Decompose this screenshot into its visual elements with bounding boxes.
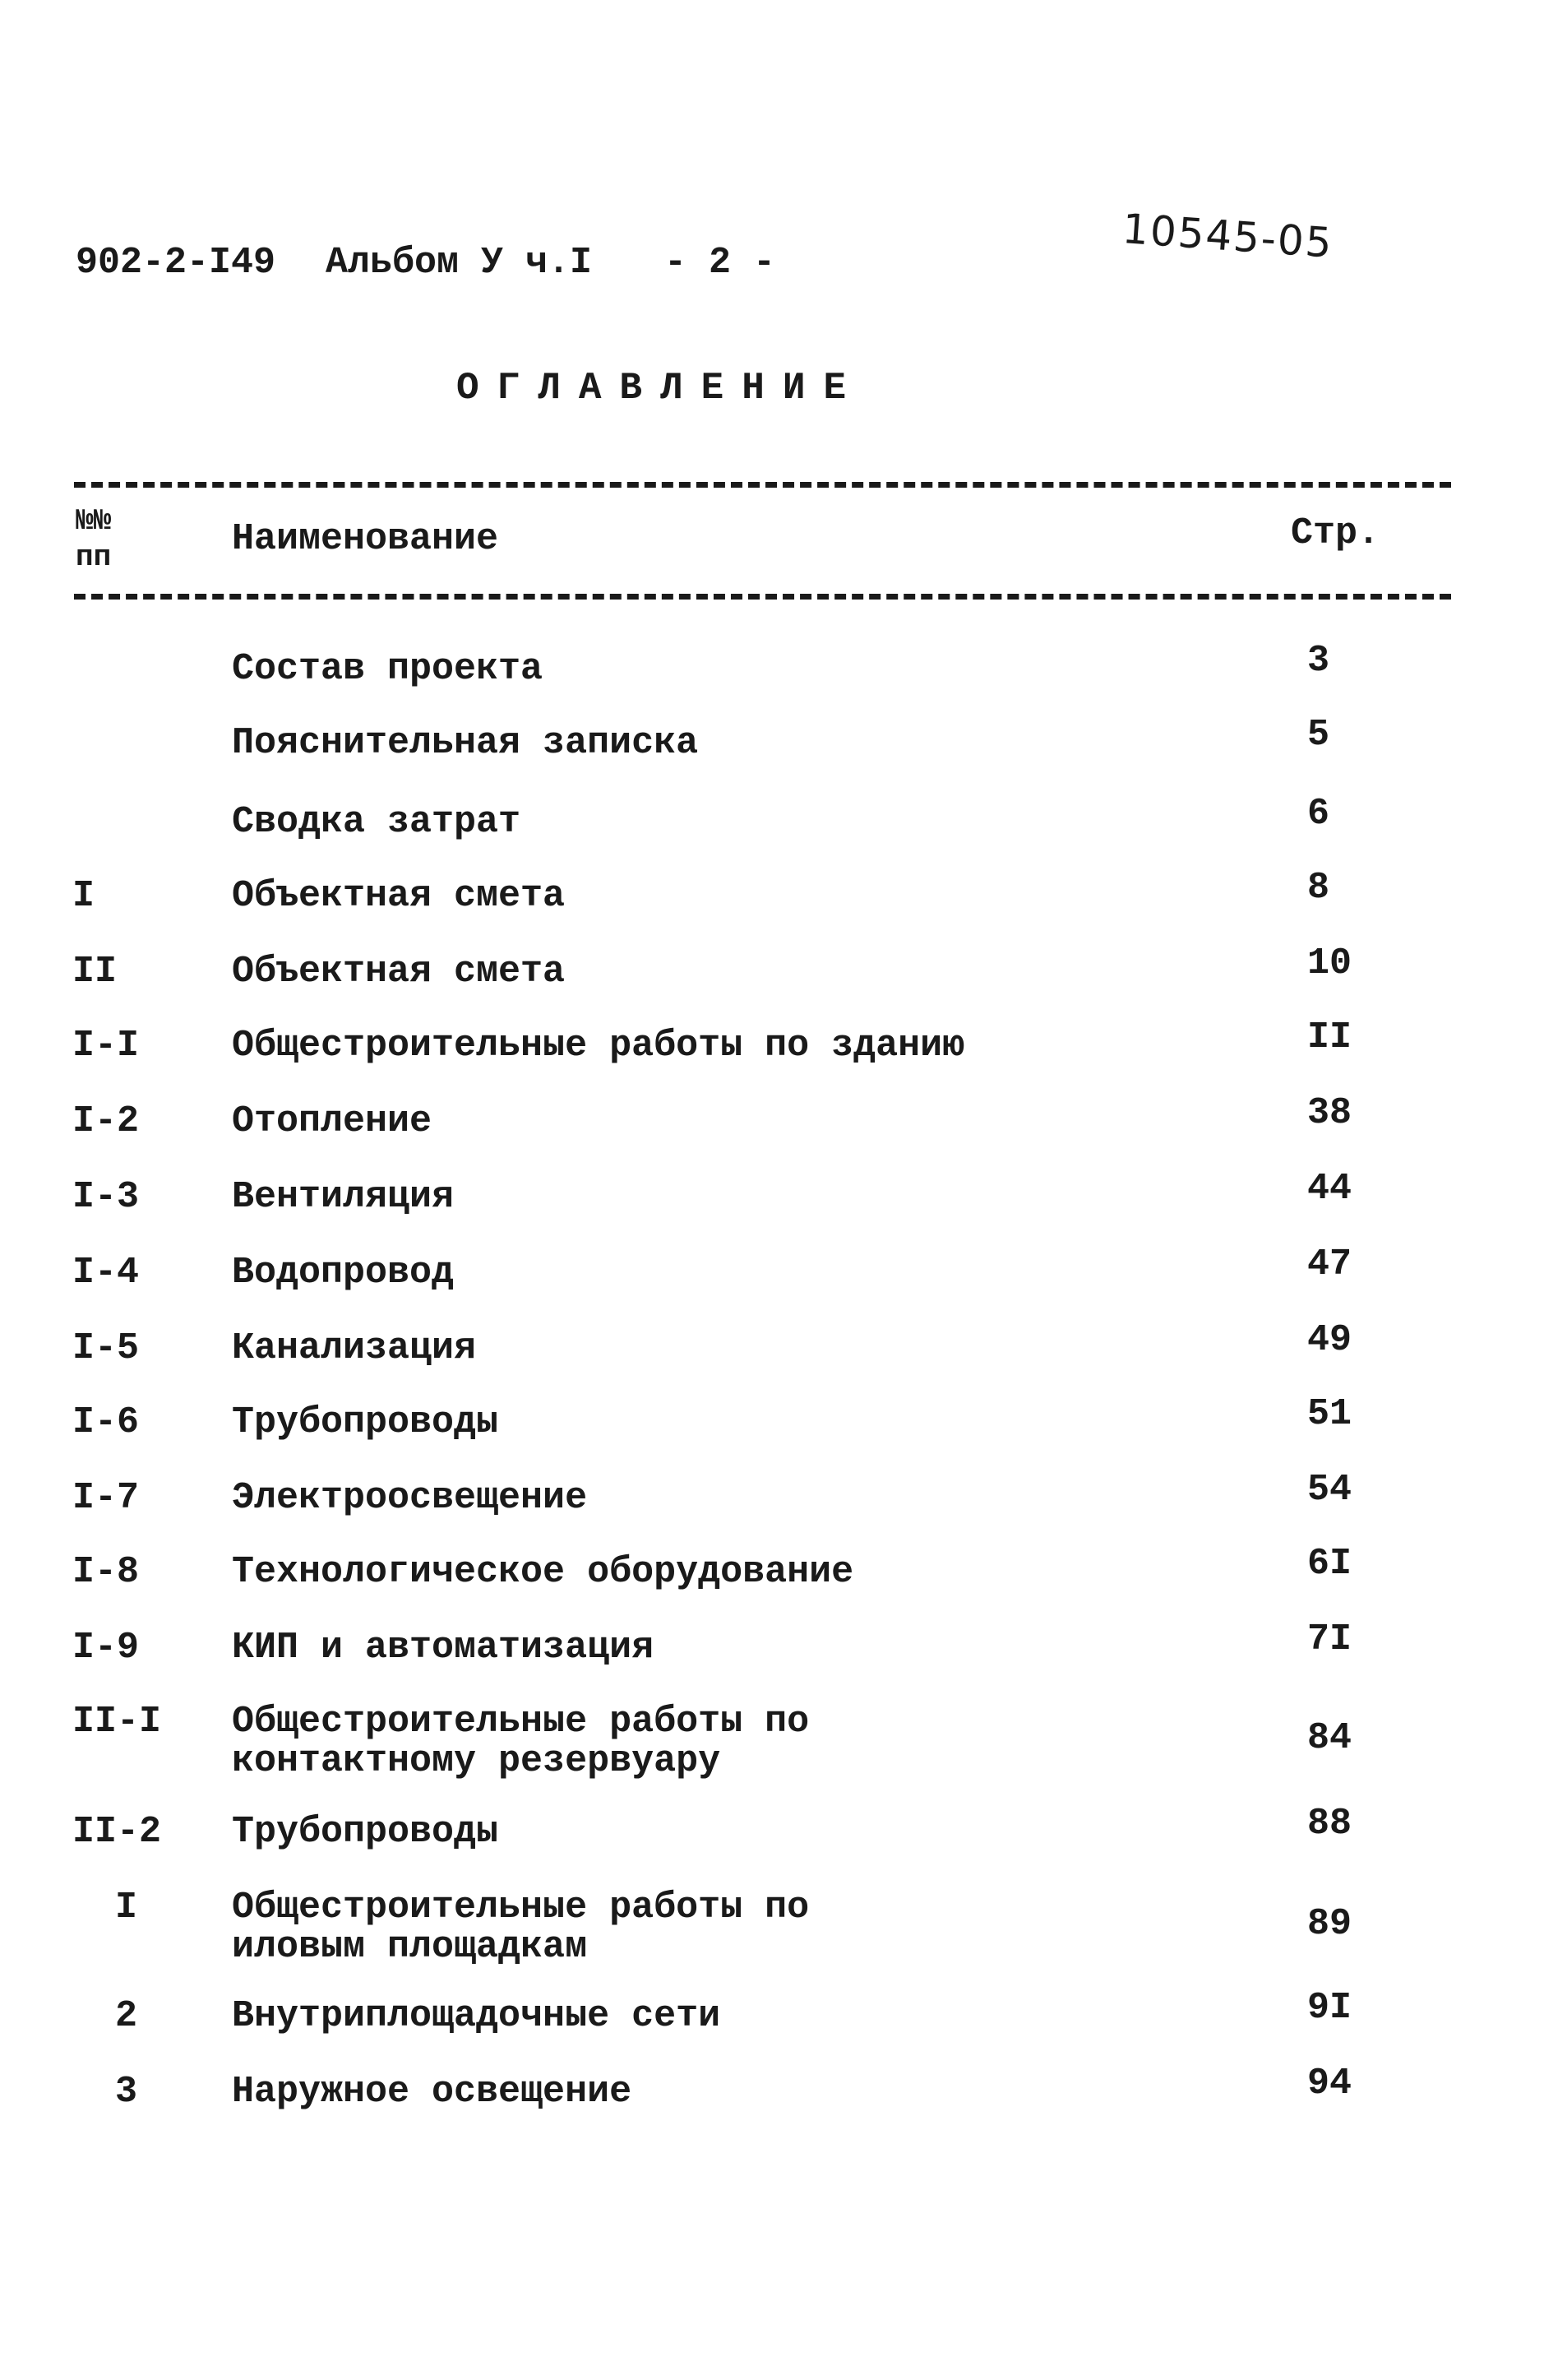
row-name-continued: иловым площадкам (232, 1926, 588, 1968)
row-name: Внутриплощадочные сети (232, 1995, 721, 2037)
page-title: ОГЛАВЛЕНИЕ (456, 367, 865, 410)
row-name: Наружное освещение (232, 2071, 632, 2113)
row-name: Пояснительная записка (232, 722, 699, 764)
row-name: Объектная смета (232, 875, 566, 917)
row-number: I-6 (72, 1401, 140, 1443)
row-number: I-9 (72, 1627, 140, 1669)
row-page: 10 (1307, 942, 1352, 984)
row-page: 94 (1307, 2063, 1352, 2104)
row-name: Объектная смета (232, 951, 566, 993)
row-name: Общестроительные работы по (232, 1887, 810, 1929)
column-header-page: Стр. (1291, 512, 1380, 554)
row-name: Общестроительные работы по (232, 1701, 810, 1743)
handwritten-number: 10545-05 (1121, 205, 1335, 267)
row-page: 54 (1307, 1469, 1352, 1511)
row-page: 88 (1307, 1803, 1352, 1845)
row-page: II (1307, 1016, 1352, 1058)
row-number: I-3 (72, 1176, 140, 1218)
row-number: I-2 (72, 1100, 140, 1142)
row-page: 6I (1307, 1543, 1352, 1585)
row-number: 3 (115, 2071, 138, 2113)
row-page: 5 (1307, 714, 1330, 756)
row-name: Общестроительные работы по зданию (232, 1025, 965, 1067)
row-page: 89 (1307, 1903, 1352, 1945)
row-number: II-2 (72, 1811, 162, 1853)
row-name: Водопровод (232, 1252, 455, 1294)
row-page: 51 (1307, 1393, 1352, 1435)
row-page: 3 (1307, 640, 1330, 682)
row-name: Трубопроводы (232, 1811, 499, 1853)
row-number: 2 (115, 1995, 138, 2037)
row-number: II (72, 951, 118, 993)
row-name: Отопление (232, 1100, 432, 1142)
row-page: 44 (1307, 1168, 1352, 1210)
divider-top (74, 482, 1451, 488)
row-name: Сводка затрат (232, 801, 521, 843)
row-page: 38 (1307, 1092, 1352, 1134)
row-number: I (72, 875, 95, 917)
column-header-number: №№ пп (76, 504, 112, 574)
row-name: Состав проекта (232, 648, 543, 690)
row-number: I (115, 1887, 138, 1929)
column-header-name: Наименование (232, 518, 499, 560)
row-name: Технологическое оборудование (232, 1551, 854, 1593)
row-page: 49 (1307, 1319, 1352, 1361)
row-name-continued: контактному резервуару (232, 1740, 721, 1782)
row-page: 7I (1307, 1618, 1352, 1660)
row-number: I-8 (72, 1551, 140, 1593)
page-number: - 2 - (664, 242, 776, 284)
row-number: I-5 (72, 1327, 140, 1369)
row-page: 84 (1307, 1717, 1352, 1759)
row-number: I-7 (72, 1477, 140, 1519)
row-name: Вентиляция (232, 1176, 455, 1218)
row-page: 8 (1307, 867, 1330, 909)
doc-code: 902-2-I49 (76, 242, 276, 284)
row-name: Электроосвещение (232, 1477, 588, 1519)
row-name: Канализация (232, 1327, 477, 1369)
row-page: 47 (1307, 1243, 1352, 1285)
row-name: Трубопроводы (232, 1401, 499, 1443)
album-label: Альбом У ч.I (326, 242, 593, 284)
row-name: КИП и автоматизация (232, 1627, 654, 1669)
divider-bottom (74, 594, 1451, 600)
row-page: 9I (1307, 1987, 1352, 2029)
row-number: I-I (72, 1025, 140, 1067)
row-page: 6 (1307, 793, 1330, 835)
row-number: I-4 (72, 1252, 140, 1294)
row-number: II-I (72, 1701, 162, 1743)
